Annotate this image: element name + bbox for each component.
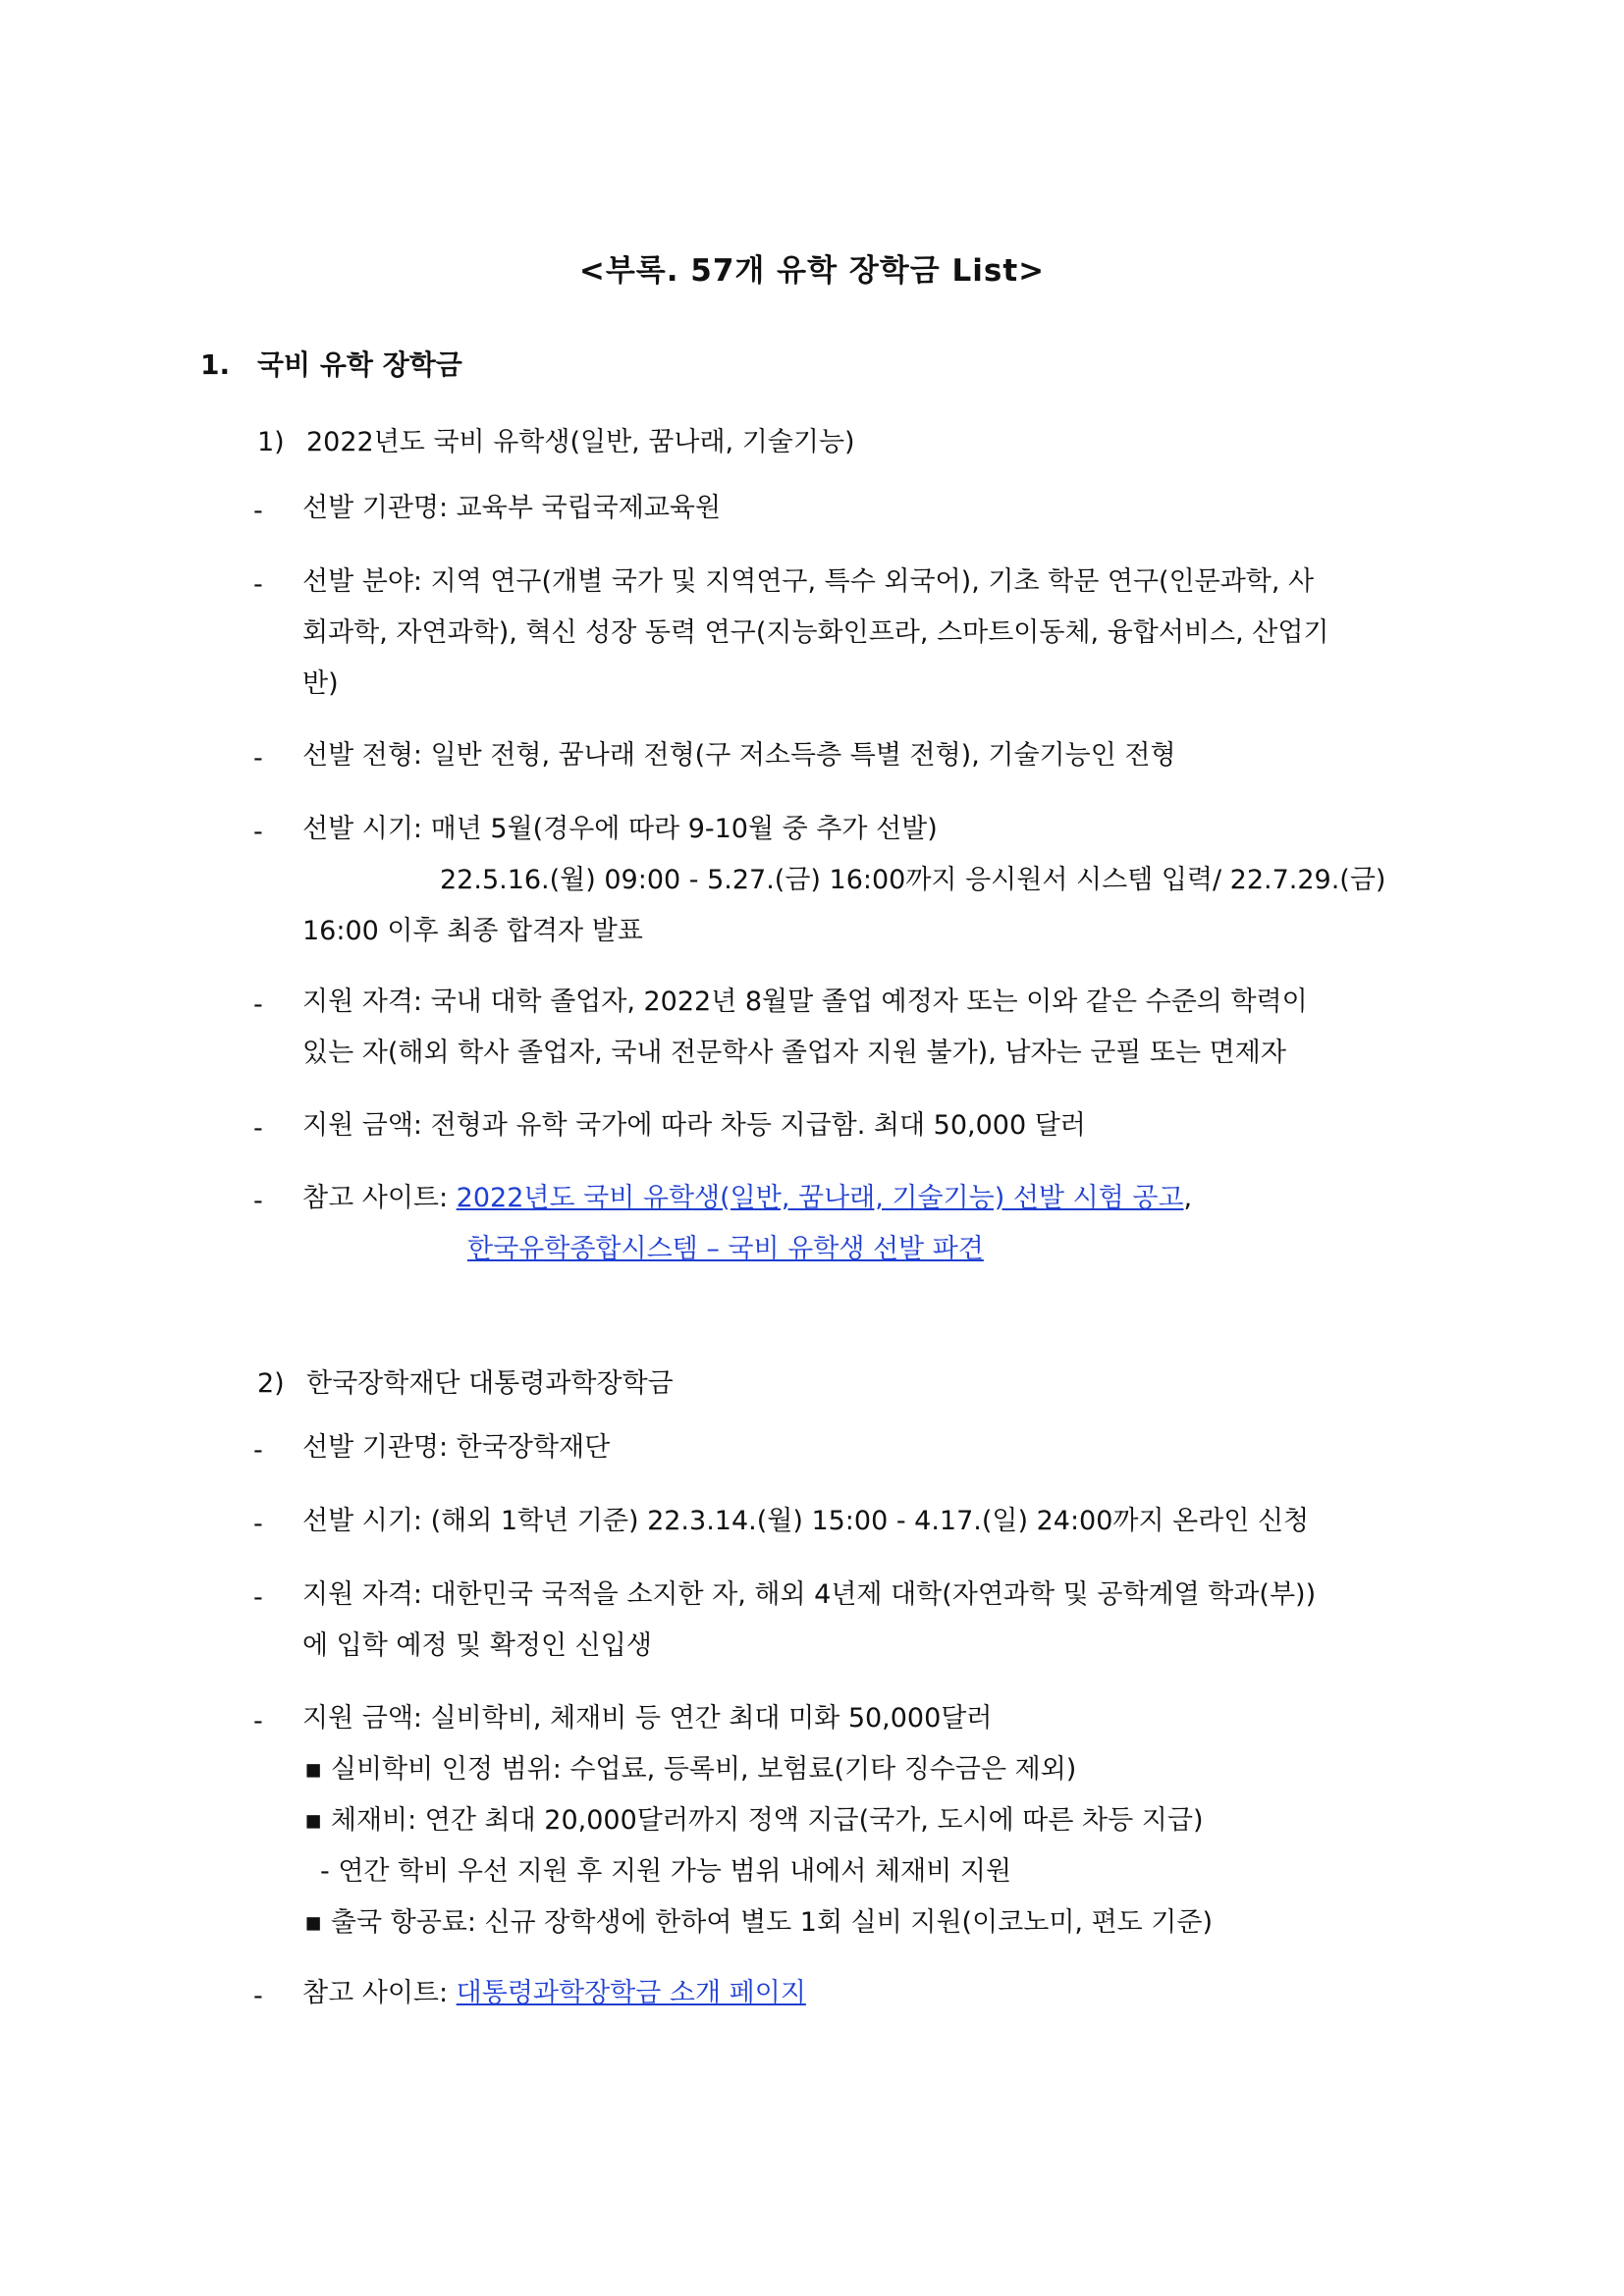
item2-reference: 참고 사이트: 대통령과학장학금 소개 페이지	[302, 1978, 806, 2008]
dash-marker: -	[253, 1113, 263, 1144]
dash-marker: -	[253, 817, 263, 847]
item2-org: 선발 기관명: 한국장학재단	[302, 1432, 611, 1463]
dash-marker: -	[253, 496, 263, 526]
dash-marker: -	[253, 1981, 263, 2011]
item1-org: 선발 기관명: 교육부 국립국제교육원	[302, 493, 722, 523]
dash-marker: -	[253, 1582, 263, 1613]
item1-timing: 선발 시기: 매년 5월(경우에 따라 9-10월 중 추가 선발) 22.5.16.(월) 09:00 - 5.27.(금) 16:00까지 응시원서 시스템 입력/ 22.7.29.(금) 16:00 이후 최종 합격자 발표	[302, 814, 1386, 946]
item2-eligibility: 지원 자격: 대한민국 국적을 소지한 자, 해외 4년제 대학(자연과학 및 공학계열 학과(부)) 에 입학 예정 및 확정인 신입생	[302, 1579, 1317, 1661]
dash-marker: -	[253, 569, 263, 600]
item-number: 1)	[257, 427, 285, 457]
item-heading-1	[257, 420, 855, 458]
dash-marker: -	[253, 1435, 263, 1466]
dash-marker: -	[253, 1509, 263, 1539]
section-number: 1.	[200, 348, 231, 381]
item1-reference: 참고 사이트: 2022년도 국비 유학생(일반, 꿈나래, 기술기능) 선발 시험 공고, 한국유학종합시스템 – 국비 유학생 선발 파견	[302, 1183, 1193, 1264]
link-presidential-scholarship[interactable]: 대통령과학장학금 소개 페이지	[456, 1978, 806, 2008]
document-title: <부록. 57개 유학 장학금 List>	[578, 253, 1046, 289]
item2-amount: 지원 금액: 실비학비, 체재비 등 연간 최대 미화 50,000달러 ▪ 실비학비 인정 범위: 수업료, 등록비, 보험료(기타 징수금은 제외) ▪ 체재비: 연간 최대 20,000달러까지 정액 지급(국가, 도시에 따른 차등 지급) - 연간 학비 우선 지원 후 지원 가능 범위 내에서 체재비 지원 ▪ 출국 항공료: 신규 장학생에 한하여 별도 1회 실비 지원(이코노미, 편도 기준)	[302, 1693, 1422, 1949]
item1-eligibility: 지원 자격: 국내 대학 졸업자, 2022년 8월말 졸업 예정자 또는 이와 같은 수준의 학력이 있는 자(해외 학사 졸업자, 국내 전문학사 졸업자 지원 불가), 남자는 군필 또는 면제자	[302, 987, 1308, 1068]
link-study-abroad-system[interactable]: 한국유학종합시스템 – 국비 유학생 선발 파견	[467, 1234, 984, 1264]
dash-marker: -	[253, 743, 263, 774]
dash-marker: -	[253, 1186, 263, 1216]
dash-marker: -	[253, 989, 263, 1020]
item1-amount: 지원 금액: 전형과 유학 국가에 따라 차등 지급함. 최대 50,000 달러	[302, 1110, 1086, 1141]
section-title: 국비 유학 장학금	[257, 348, 462, 381]
link-scholarship-notice[interactable]: 2022년도 국비 유학생(일반, 꿈나래, 기술기능) 선발 시험 공고	[456, 1183, 1184, 1213]
item1-field: 선발 분야: 지역 연구(개별 국가 및 지역연구, 특수 외국어), 기초 학문 연구(인문과학, 사 회과학, 자연과학), 혁신 성장 동력 연구(지능화인프라, 스마트이동체, 융합서비스, 산업기 반)	[302, 566, 1329, 699]
bullet-item: ▪ 출국 항공료: 신규 장학생에 한하여 별도 1회 실비 지원(이코노미, 편도 기준)	[304, 1907, 1214, 1938]
item-number: 2)	[257, 1368, 285, 1399]
item-title: 한국장학재단 대통령과학장학금	[306, 1368, 674, 1399]
item1-type: 선발 전형: 일반 전형, 꿈나래 전형(구 저소득층 특별 전형), 기술기능인 전형	[302, 740, 1176, 771]
item-heading-2	[257, 1362, 674, 1400]
section-heading-1	[200, 344, 462, 383]
bullet-item: ▪ 체재비: 연간 최대 20,000달러까지 정액 지급(국가, 도시에 따른 차등 지급)	[304, 1805, 1204, 1836]
sub-item: - 연간 학비 우선 지원 후 지원 가능 범위 내에서 체재비 지원	[320, 1856, 1012, 1887]
bullet-item: ▪ 실비학비 인정 범위: 수업료, 등록비, 보험료(기타 징수금은 제외)	[304, 1754, 1077, 1785]
item2-timing: 선발 시기: (해외 1학년 기준) 22.3.14.(월) 15:00 - 4.17.(일) 24:00까지 온라인 신청	[302, 1506, 1310, 1536]
dash-marker: -	[253, 1706, 263, 1736]
item-title: 2022년도 국비 유학생(일반, 꿈나래, 기술기능)	[306, 427, 855, 457]
